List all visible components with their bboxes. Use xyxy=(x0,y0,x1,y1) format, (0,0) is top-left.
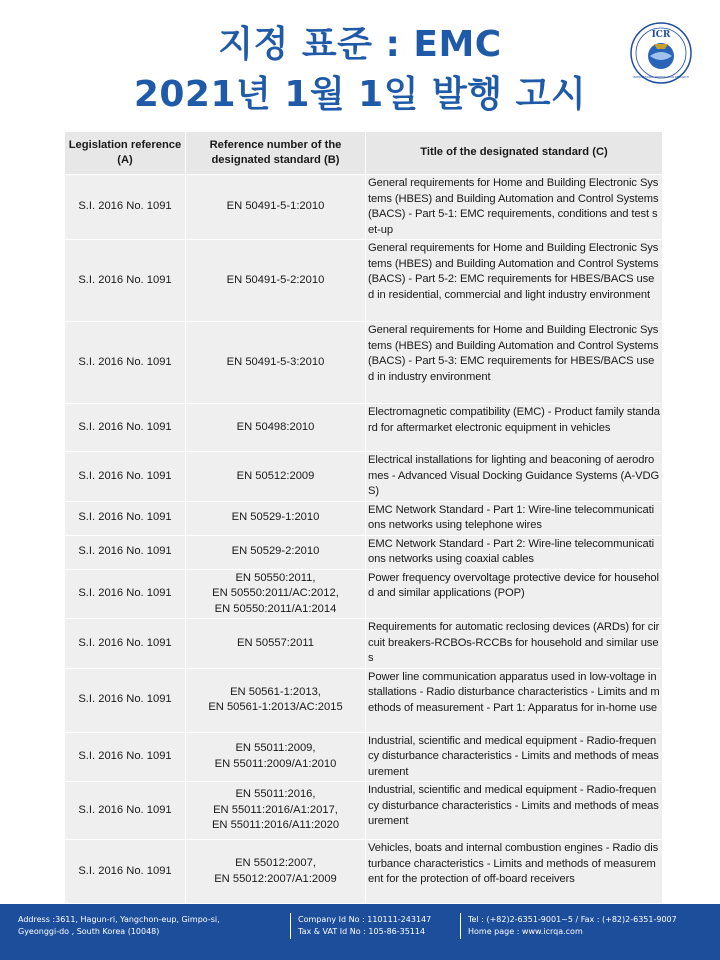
table-row xyxy=(65,782,663,840)
legislation-reference-cell: S.I. 2016 No. 1091 xyxy=(65,732,186,782)
legislation-reference-cell: S.I. 2016 No. 1091 xyxy=(65,782,186,840)
page-title-line1: 지정 표준 : EMC xyxy=(218,24,502,65)
footer-address-line2: Gyeonggi-do , South Korea (10048) xyxy=(18,927,160,936)
standard-reference-cell: EN 50491-5-1:2010 xyxy=(186,175,366,240)
standard-reference-cell: EN 50491-5-3:2010 xyxy=(186,322,366,404)
standard-title-cell: General requirements for Home and Building Electronic Systems (HBES) and Building Automation and Control Systems (BACS) - Part 5-1: EMC requirements, conditions and test set-up xyxy=(366,175,663,240)
standard-title-cell: EMC Network Standard - Part 1: Wire-line telecommunications networks using telephone wires xyxy=(366,501,663,535)
standard-title-cell: Industrial, scientific and medical equipment - Radio-frequency disturbance characteristics - Limits and methods of measurement xyxy=(366,782,663,840)
table-row xyxy=(65,404,663,452)
standard-reference-cell: EN 50529-2:2010 xyxy=(186,535,366,569)
legislation-reference-cell: S.I. 2016 No. 1091 xyxy=(65,840,186,904)
footer-divider xyxy=(290,913,291,939)
icr-logo xyxy=(630,22,692,84)
legislation-reference-cell: S.I. 2016 No. 1091 xyxy=(65,569,186,619)
standard-title-cell: Requirements for automatic reclosing devices (ARDs) for circuit breakers-RCBOs-RCCBs for household and similar uses xyxy=(366,619,663,669)
footer-contact xyxy=(468,914,708,938)
standard-reference-cell: EN 55011:2009, EN 55011:2009/A1:2010 xyxy=(186,732,366,782)
legislation-reference-cell: S.I. 2016 No. 1091 xyxy=(65,404,186,452)
legislation-reference-cell: S.I. 2016 No. 1091 xyxy=(65,240,186,322)
legislation-reference-cell: S.I. 2016 No. 1091 xyxy=(65,175,186,240)
designated-standards-table xyxy=(64,131,663,904)
standard-title-cell: Vehicles, boats and internal combustion engines - Radio disturbance characteristics - Limits and methods of measurement for the protection of off-board receivers xyxy=(366,840,663,904)
table-row xyxy=(65,175,663,240)
standard-reference-cell: EN 55012:2007, EN 55012:2007/A1:2009 xyxy=(186,840,366,904)
standard-reference-cell: EN 50561-1:2013, EN 50561-1:2013/AC:2015 xyxy=(186,668,366,732)
footer-tax-id: Tax & VAT Id No : 105-86-35114 xyxy=(298,927,426,936)
column-header-reference: Reference number of the designated standard (B) xyxy=(186,132,366,175)
page-title-line2: 2021년 1월 1일 발행 고시 xyxy=(133,74,587,115)
table-row xyxy=(65,668,663,732)
logo-text: ICR xyxy=(651,30,671,40)
footer-company-id: Company Id No : 110111-243147 xyxy=(298,915,432,924)
table-row xyxy=(65,619,663,669)
standard-reference-cell: EN 50491-5-2:2010 xyxy=(186,240,366,322)
footer-company-ids xyxy=(298,914,454,938)
standard-title-cell: General requirements for Home and Building Electronic Systems (HBES) and Building Automation and Control Systems (BACS) - Part 5-2: EMC requirements for HBES/BACS used in residential, commercial and light industry environment xyxy=(366,240,663,322)
standard-title-cell: Industrial, scientific and medical equipment - Radio-frequency disturbance characteristics - Limits and methods of measurement xyxy=(366,732,663,782)
table-row xyxy=(65,452,663,502)
footer-address xyxy=(18,914,283,938)
table-row xyxy=(65,569,663,619)
standard-title-cell: EMC Network Standard - Part 2: Wire-line telecommunications networks using coaxial cables xyxy=(366,535,663,569)
table-row xyxy=(65,535,663,569)
column-header-title: Title of the designated standard (C) xyxy=(366,132,663,175)
column-header-legislation: Legislation reference (A) xyxy=(65,132,186,175)
table-row xyxy=(65,240,663,322)
table-row xyxy=(65,732,663,782)
footer-address-line1: Address :3611, Hagun-ri, Yangchon-eup, Gimpo-si, xyxy=(18,915,220,924)
standard-title-cell: Electrical installations for lighting and beaconing of aerodromes - Advanced Visual Docking Guidance Systems (A-VDGS) xyxy=(366,452,663,502)
footer-tel-fax: Tel : (+82)2-6351-9001~5 / Fax : (+82)2-6351-9007 xyxy=(468,915,677,924)
standard-reference-cell: EN 50529-1:2010 xyxy=(186,501,366,535)
standard-reference-cell: EN 55011:2016, EN 55011:2016/A1:2017, EN 55011:2016/A11:2020 xyxy=(186,782,366,840)
standard-reference-cell: EN 50512:2009 xyxy=(186,452,366,502)
legislation-reference-cell: S.I. 2016 No. 1091 xyxy=(65,619,186,669)
table-row xyxy=(65,322,663,404)
logo-caption: INTERNATIONAL CERTIFICATION RESEARCH xyxy=(633,76,689,79)
legislation-reference-cell: S.I. 2016 No. 1091 xyxy=(65,322,186,404)
standard-title-cell: General requirements for Home and Building Electronic Systems (HBES) and Building Automation and Control Systems (BACS) - Part 5-3: EMC requirements for HBES/BACS used in industry environment xyxy=(366,322,663,404)
legislation-reference-cell: S.I. 2016 No. 1091 xyxy=(65,535,186,569)
standard-reference-cell: EN 50550:2011, EN 50550:2011/AC:2012, EN 50550:2011/A1:2014 xyxy=(186,569,366,619)
legislation-reference-cell: S.I. 2016 No. 1091 xyxy=(65,668,186,732)
table-row xyxy=(65,501,663,535)
standard-title-cell: Power line communication apparatus used in low-voltage installations - Radio disturbance characteristics - Limits and methods of measurement - Part 1: Apparatus for in-home use xyxy=(366,668,663,732)
table-row xyxy=(65,840,663,904)
footer-bar xyxy=(0,904,720,960)
footer-divider xyxy=(460,913,461,939)
standard-reference-cell: EN 50557:2011 xyxy=(186,619,366,669)
table-header-row xyxy=(65,132,663,175)
standard-reference-cell: EN 50498:2010 xyxy=(186,404,366,452)
legislation-reference-cell: S.I. 2016 No. 1091 xyxy=(65,452,186,502)
standard-title-cell: Electromagnetic compatibility (EMC) - Product family standard for aftermarket electronic equipment in vehicles xyxy=(366,404,663,452)
legislation-reference-cell: S.I. 2016 No. 1091 xyxy=(65,501,186,535)
standard-title-cell: Power frequency overvoltage protective device for household and similar applications (POP) xyxy=(366,569,663,619)
footer-homepage[interactable]: Home page : www.icrqa.com xyxy=(468,927,583,936)
